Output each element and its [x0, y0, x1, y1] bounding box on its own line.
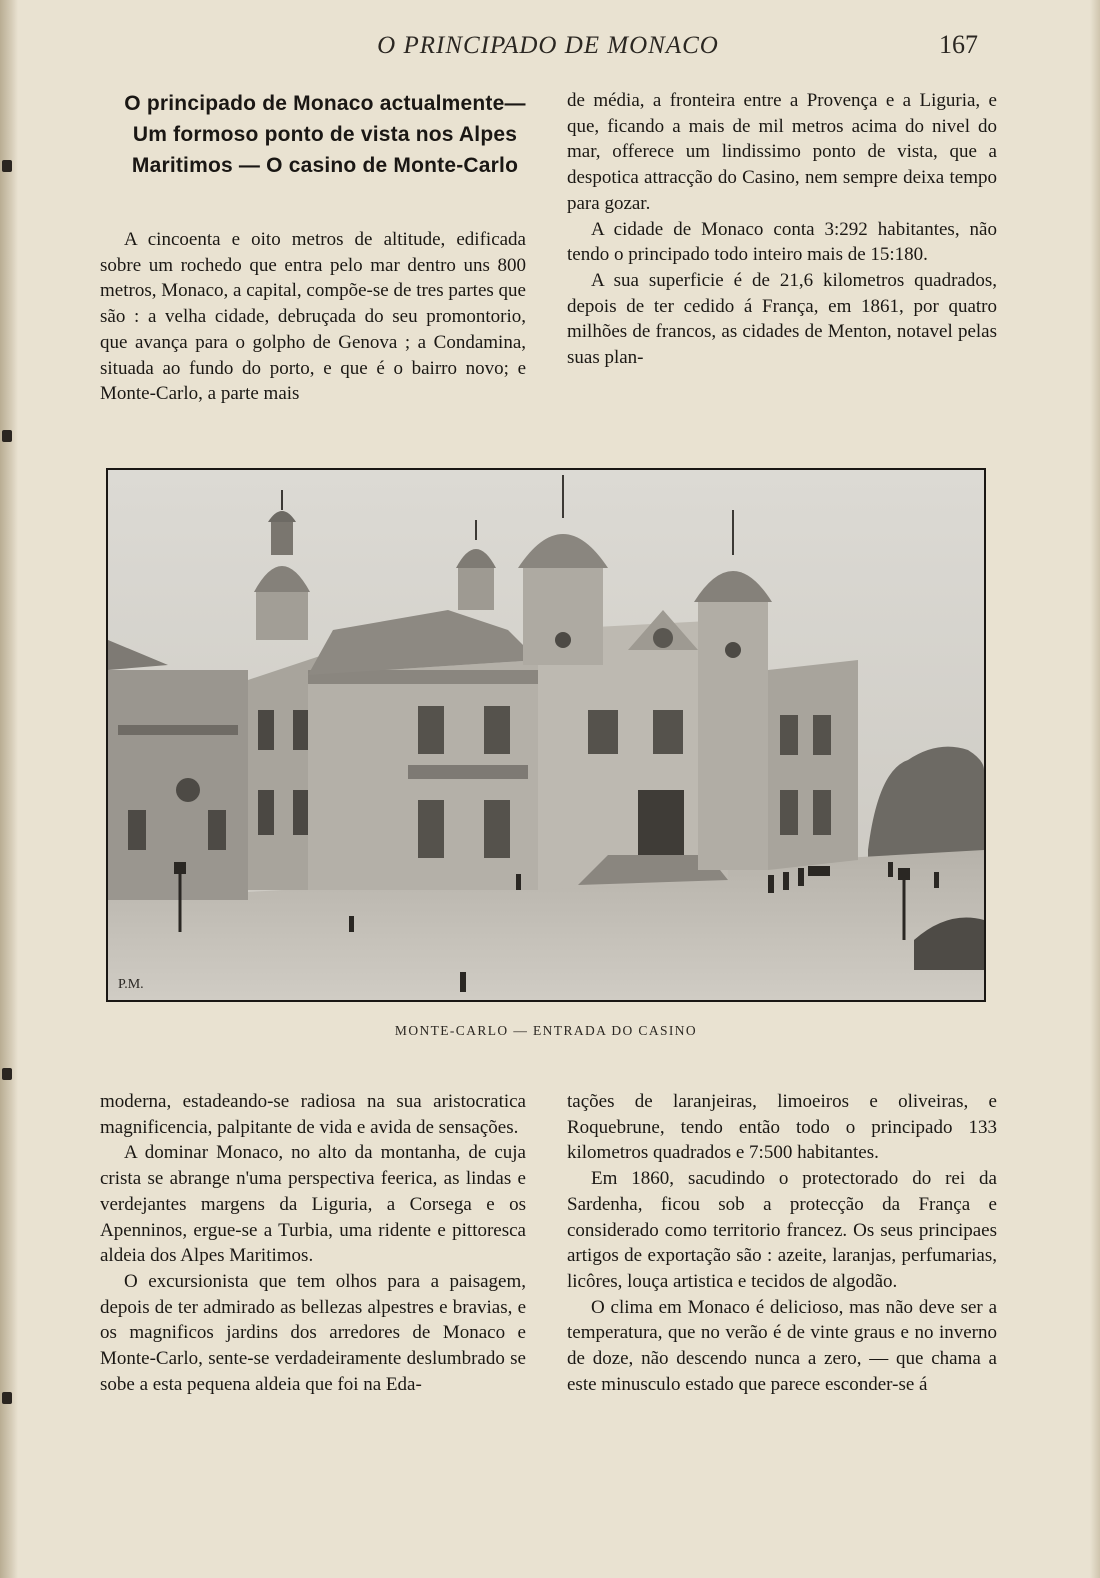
page-binding-edge	[0, 0, 18, 1578]
running-head	[100, 30, 1000, 64]
paragraph: A cincoenta e oito metros de altitude, edificada sobre um rochedo que entra pelo mar dentro uns 800 metros, Monaco, a capital, compõe-se de tres partes que são : a velha cidade, debruçada do seu promontorio, que avança para o golpho de Genova ; a Condamina, situada ao fundo do porto, e que é o bairro novo; e Monte-Carlo, a parte mais	[100, 229, 526, 405]
casino-photograph	[106, 468, 986, 1002]
photo-signature: P.M.	[118, 977, 144, 992]
top-left-column	[100, 88, 526, 407]
article-headline	[100, 88, 526, 181]
headline-line: O principado de Monaco actualmente—	[124, 92, 526, 115]
paragraph: A sua superficie é de 21,6 kilometros quadrados, depois de ter cedido á França, em 1861, por quatro milhões de francos, as cidades de Menton, notavel pelas suas plan-	[567, 269, 997, 369]
paragraph: de média, a fronteira entre a Provença e a Liguria, e que, ficando a mais de mil metros acima do nivel do mar, offerece um lindissimo ponto de vista, que a despotica attracção do Casino, nem sempre deixa tempo para gozar.	[567, 90, 997, 214]
paragraph: moderna, estadeando-se radiosa na sua aristocratica magnificencia, palpitante de vida e avida de sensações.	[100, 1091, 526, 1138]
figure-caption: MONTE-CARLO — ENTRADA DO CASINO	[394, 1023, 698, 1038]
casino-illustration	[108, 470, 984, 1000]
headline-line: Maritimos — O casino de Monte-Carlo	[131, 154, 519, 177]
paragraph: O clima em Monaco é delicioso, mas não deve ser a temperatura, que no verão é de vinte graus e no inverno de doze, não descendo nunca a zero, — que chama a este minusculo estado que parece esconder-se á	[567, 1296, 997, 1395]
top-right-column	[567, 88, 997, 371]
binding-staple-mark	[2, 1392, 12, 1404]
paragraph: Em 1860, sacudindo o protectorado do rei da Sardenha, ficou sob a protecção da França e considerado como territorio francez. Os seus principaes artigos de exportação são : azeite, laranjas, perfumarias, licôres, louça artistica e tecidos de algodão.	[567, 1168, 997, 1292]
binding-staple-mark	[2, 430, 12, 442]
running-title: O PRINCIPADO DE MONACO	[377, 32, 719, 59]
headline-line: Um formoso ponto de vista nos Alpes	[132, 123, 518, 146]
paragraph: A dominar Monaco, no alto da montanha, de cuja crista se abrange n'uma perspectiva feerica, as lindas e verdejantes margens da Liguria, a Corsega e os Apenninos, ergue-se a Turbia, uma ridente e pittoresca aldeia dos Alpes Maritimos.	[100, 1142, 526, 1267]
binding-staple-mark	[2, 1068, 12, 1080]
bottom-right-column	[567, 1089, 997, 1397]
paragraph: A cidade de Monaco conta 3:292 habitantes, não tendo o principado todo inteiro mais de 15:180.	[567, 218, 997, 266]
binding-staple-mark	[2, 160, 12, 172]
page-outer-edge	[1090, 0, 1100, 1578]
page-number: 167	[939, 30, 978, 59]
bottom-left-column	[100, 1089, 526, 1397]
paragraph: tações de laranjeiras, limoeiros e oliveiras, e Roquebrune, tendo então todo o principado 133 kilometros quadrados e 7:500 habitantes.	[567, 1091, 997, 1164]
paragraph: O excursionista que tem olhos para a paisagem, depois de ter admirado as bellezas alpestres e bravias, e os magnificos jardins dos arredores de Monaco e Monte-Carlo, sente-se verdadeiramente deslumbrado se sobe a esta pequena aldeia que foi na Eda-	[100, 1270, 526, 1395]
